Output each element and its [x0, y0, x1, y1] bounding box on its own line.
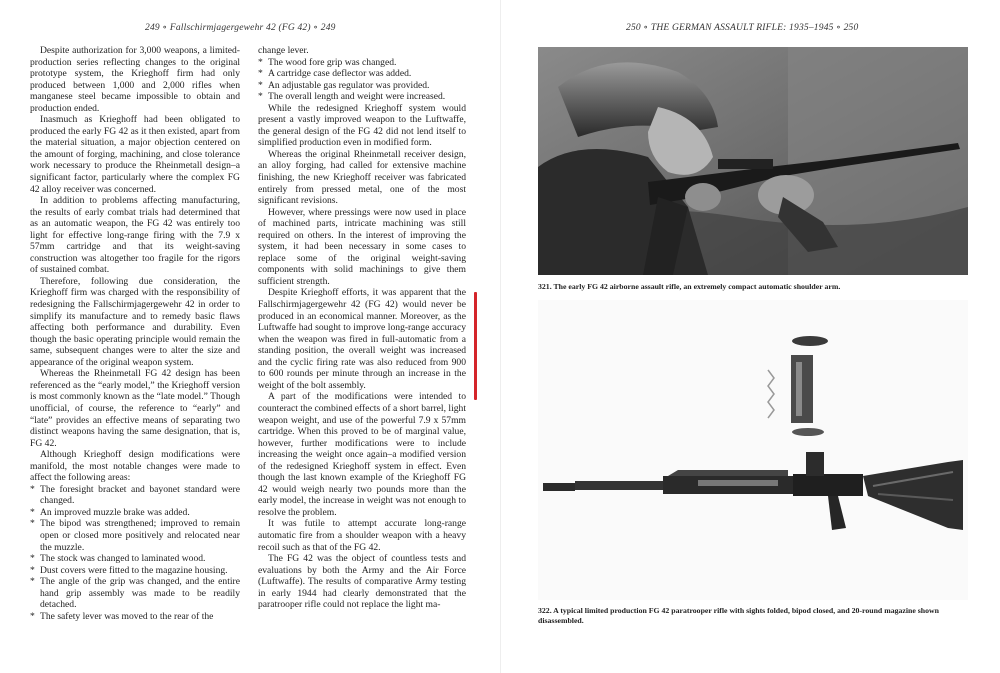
paragraph: In addition to problems affecting manufacturing, the results of early combat trials had determined that as an automatic weapon, the FG 42 was entirely too light for effective long-range firing with the 7.9 x 57mm cartridge and that its weight-saving construction was altogether too fragile for the rigors of sustained combat.: [30, 195, 240, 276]
bullet-item: * The bipod was strengthened; improved to remain open or closed more positively and relocated near the muzzle.: [30, 518, 240, 553]
paragraph: It was futile to attempt accurate long-range automatic fire from a shoulder weapon with a heavy recoil such as that of the FG 42.: [258, 518, 466, 553]
highlight-marker: [474, 292, 477, 400]
bullet-item: * The safety lever was moved to the rear of the: [30, 611, 240, 623]
right-page-header: 250 ∘ THE GERMAN ASSAULT RIFLE: 1935–1945 ∘ 250: [626, 23, 859, 33]
caption-321: 321. The early FG 42 airborne assault rifle, an extremely compact automatic shoulder arm.: [538, 282, 841, 291]
bullet-item: * An improved muzzle brake was added.: [30, 507, 240, 519]
bullet-item: * A cartridge case deflector was added.: [258, 68, 466, 80]
paragraph: Although Krieghoff design modifications were manifold, the most notable changes were made to affect the following areas:: [30, 449, 240, 484]
bullet-item: * The overall length and weight were increased.: [258, 91, 466, 103]
caption-322: 322. A typical limited production FG 42 paratrooper rifle with sights folded, bipod closed, and 20-round magazine shown disassembled.: [538, 606, 940, 625]
photo-soldier-with-fg42: [538, 47, 968, 275]
paragraph: Despite Krieghoff efforts, it was apparent that the Fallschirmjagergewehr 42 (FG 42) would never be produced in an economical manner. Moreover, as the Luftwaffe had sought to improve long-range accuracy when the weapon was fired in full-automatic from a standing position, the overall weight was increased and the cyclic firing rate was also reduced from 900 to 600 rounds per minute through an increase in the weight of the bolt assembly.: [258, 287, 466, 391]
paragraph: Whereas the original Rheinmetall receiver design, an alloy forging, had called for extensive machine finishing, the new Krieghoff receiver was fabricated entirely from pressed metal, one of the most significant revisions.: [258, 148, 466, 207]
left-page-header: 249 ∘ Fallschirmjagergewehr 42 (FG 42) ∘ 249: [145, 23, 336, 33]
photo-fg42-rifle-disassembled-magazine: [538, 300, 968, 600]
paragraph: Therefore, following due consideration, the Krieghoff firm was charged with the responsibility of redesigning the Fallschirmjagergewehr 42 in order to simplify its manufacture and to remedy basic flaws affecting both performance and durability. Even though the basic operating principle would remain the same, subsequent changes were to alter the size and appearance of the original weapon system.: [30, 275, 240, 368]
paragraph: A part of the modifications were intended to counteract the combined effects of a short barrel, light weapon weight, and use of the powerful 7.9 x 57mm cartridge. When this proved to be of marginal value, however, further modifications were to include increasing the weight once again–a modified version of the redesigned Krieghoff system in effect. Even though the last known example of the Krieghoff FG 42 would weigh nearly two pounds more than the early model, the increase in weight was not enough to resolve the problem.: [258, 391, 466, 518]
bullet-item: * The foresight bracket and bayonet standard were changed.: [30, 484, 240, 507]
bullet-item: * The wood fore grip was changed.: [258, 57, 466, 69]
left-column-1: [30, 45, 240, 622]
paragraph: Inasmuch as Krieghoff had been obligated to produced the early FG 42 as it then existed, apart from the material situation, a major objection centered on the amount of forging, machining, and close tolerance work necessary to produce the Rheinmetall design–a significant factor, particularly where the complex FG 42 alloy receiver was concerned.: [30, 114, 240, 195]
paragraph: change lever.: [258, 45, 309, 56]
bullet-item: * The angle of the grip was changed, and the entire hand grip assembly was made to be readily detached.: [30, 576, 240, 611]
paragraph: Whereas the Rheinmetall FG 42 design has been referenced as the “early model,” the Krieghoff version is most commonly known as the “late model.” Though unofficial, of course, the reference to “early” and “late” provides an effective means of separating two distinct weapons having the same designation, that is, FG 42.: [30, 368, 240, 449]
bullet-item: * The stock was changed to laminated wood.: [30, 553, 240, 565]
paragraph: While the redesigned Krieghoff system would present a vastly improved weapon to the Luftwaffe, the general design of the FG 42 did not lend itself to simplified production even in modified form.: [258, 102, 466, 149]
bullet-item: * Dust covers were fitted to the magazine housing.: [30, 565, 240, 577]
bullet-item: * An adjustable gas regulator was provided.: [258, 80, 466, 92]
left-column-2: [258, 45, 466, 611]
paragraph: However, where pressings were now used in place of machined parts, intricate machining was still required on others. In the interest of improving the system, it had been necessary in some cases to replace some of the original weight-saving components with solid machinings to give them sufficient strength.: [258, 206, 466, 287]
paragraph: Despite authorization for 3,000 weapons, a limited-production series reflecting changes to the original prototype system, the Krieghoff firm had only produced between 1,000 and 2,000 rifles when manganese steel became impossible to obtain and production ended.: [30, 45, 240, 114]
paragraph: The FG 42 was the object of countless tests and evaluations by both the Army and the Air Force (Luftwaffe). The results of comparative Army testing in early 1944 had clearly demonstrated that the paratrooper rifle could not replace the light ma-: [258, 553, 466, 611]
